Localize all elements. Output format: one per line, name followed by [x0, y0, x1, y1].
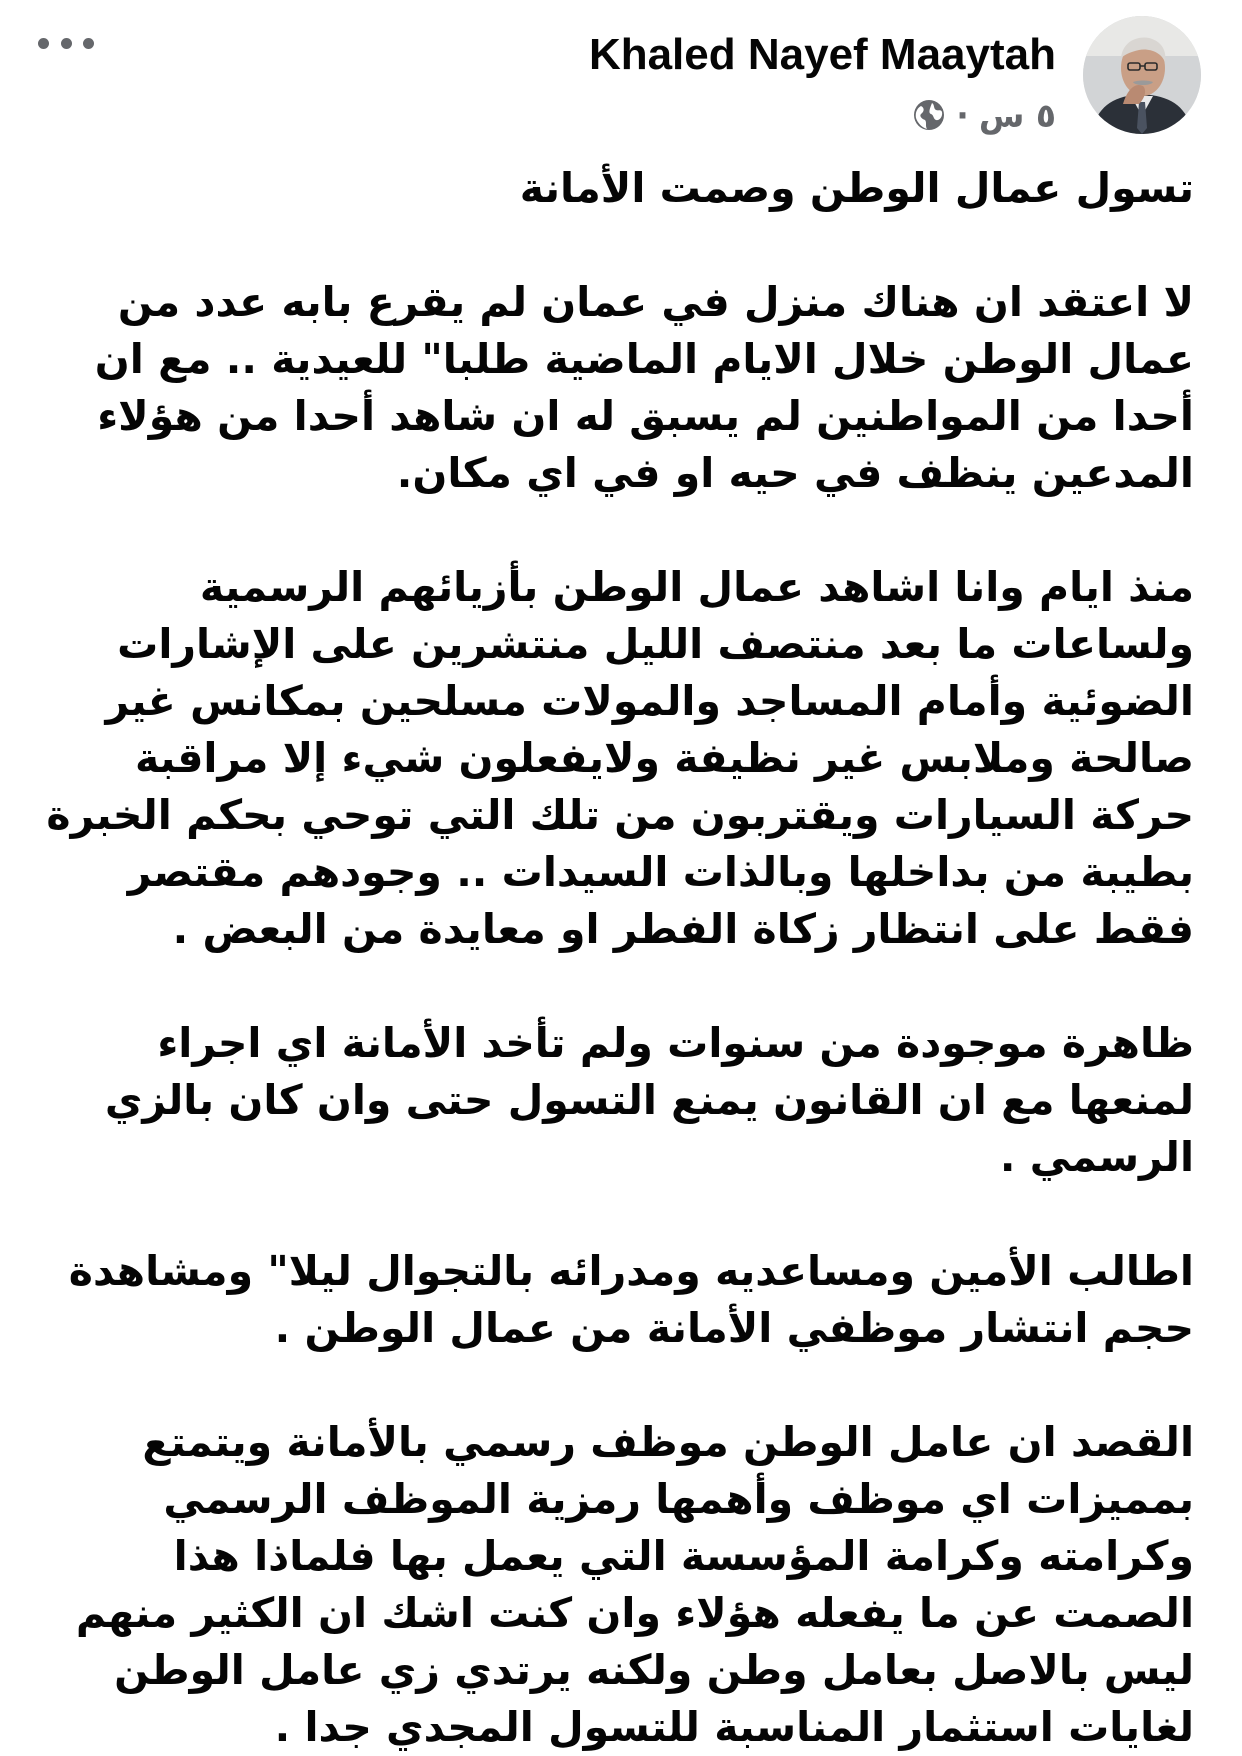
post-paragraph: ظاهرة موجودة من سنوات ولم تأخد الأمانة اي اجراء لمنعها مع ان القانون يمنع التسول حتى وان كان بالزي الرسمي . [104, 1019, 1194, 1181]
post-paragraph: منذ ايام وانا اشاهد عمال الوطن بأزيائهم الرسمية ولساعات ما بعد منتصف الليل منتشرين على الإشارات الضوئية وأمام المساجد والمولات مسلحين بمكانس غير صالحة وملابس غير نظيفة ولايفعلون شيء إلا مراقبة حركة السيارات ويقتربون من تلك التي توحي بحكم الخبرة بطيبة من بداخلها وبالذات السيدات .. وجودهم مقتصر فقط على انتظار زكاة الفطر او معايدة من البعض . [46, 563, 1194, 953]
post-timestamp[interactable]: ٥ س [978, 95, 1056, 135]
post-paragraph: لا اعتقد ان هناك منزل في عمان لم يقرع بابه عدد من عمال الوطن خلال الايام الماضية طلبا" للعيدية .. مع ان أحدا من المواطنين لم يسبق له ان شاهد أحدا من هؤلاء المدعين ينظف في حيه او في اي مكان. [94, 278, 1194, 497]
more-dot [83, 38, 94, 49]
post-paragraph: اطالب الأمين ومساعديه ومدرائه بالتجوال ليلا" ومشاهدة حجم انتشار موظفي الأمانة من عمال الوطن . [68, 1247, 1194, 1352]
more-dot [61, 38, 72, 49]
meta-separator: · [956, 95, 969, 135]
post-paragraph: القصد ان عامل الوطن موظف رسمي بالأمانة ويتمتع بمميزات اي موظف وأهمها رمزية الموظف الرسمي وكرامته وكرامة المؤسسة التي يعمل بها فلماذا هذا الصمت عن ما يفعله هؤلاء وان كنت اشك ان الكثير منهم ليس بالاصل بعامل وطن ولكنه يرتدي زي عامل الوطن لغايات استثمار المناسبة للتسول المجدي جدا . [75, 1418, 1194, 1751]
post-body [34, 160, 1194, 1756]
post-title: تسول عمال الوطن وصمت الأمانة [519, 164, 1194, 212]
more-dot [38, 38, 49, 49]
post-meta [912, 92, 1056, 138]
author-name[interactable]: Khaled Nayef Maaytah [588, 30, 1056, 79]
more-options-icon[interactable] [38, 30, 94, 56]
globe-icon[interactable] [912, 98, 946, 132]
avatar[interactable] [1083, 16, 1201, 134]
